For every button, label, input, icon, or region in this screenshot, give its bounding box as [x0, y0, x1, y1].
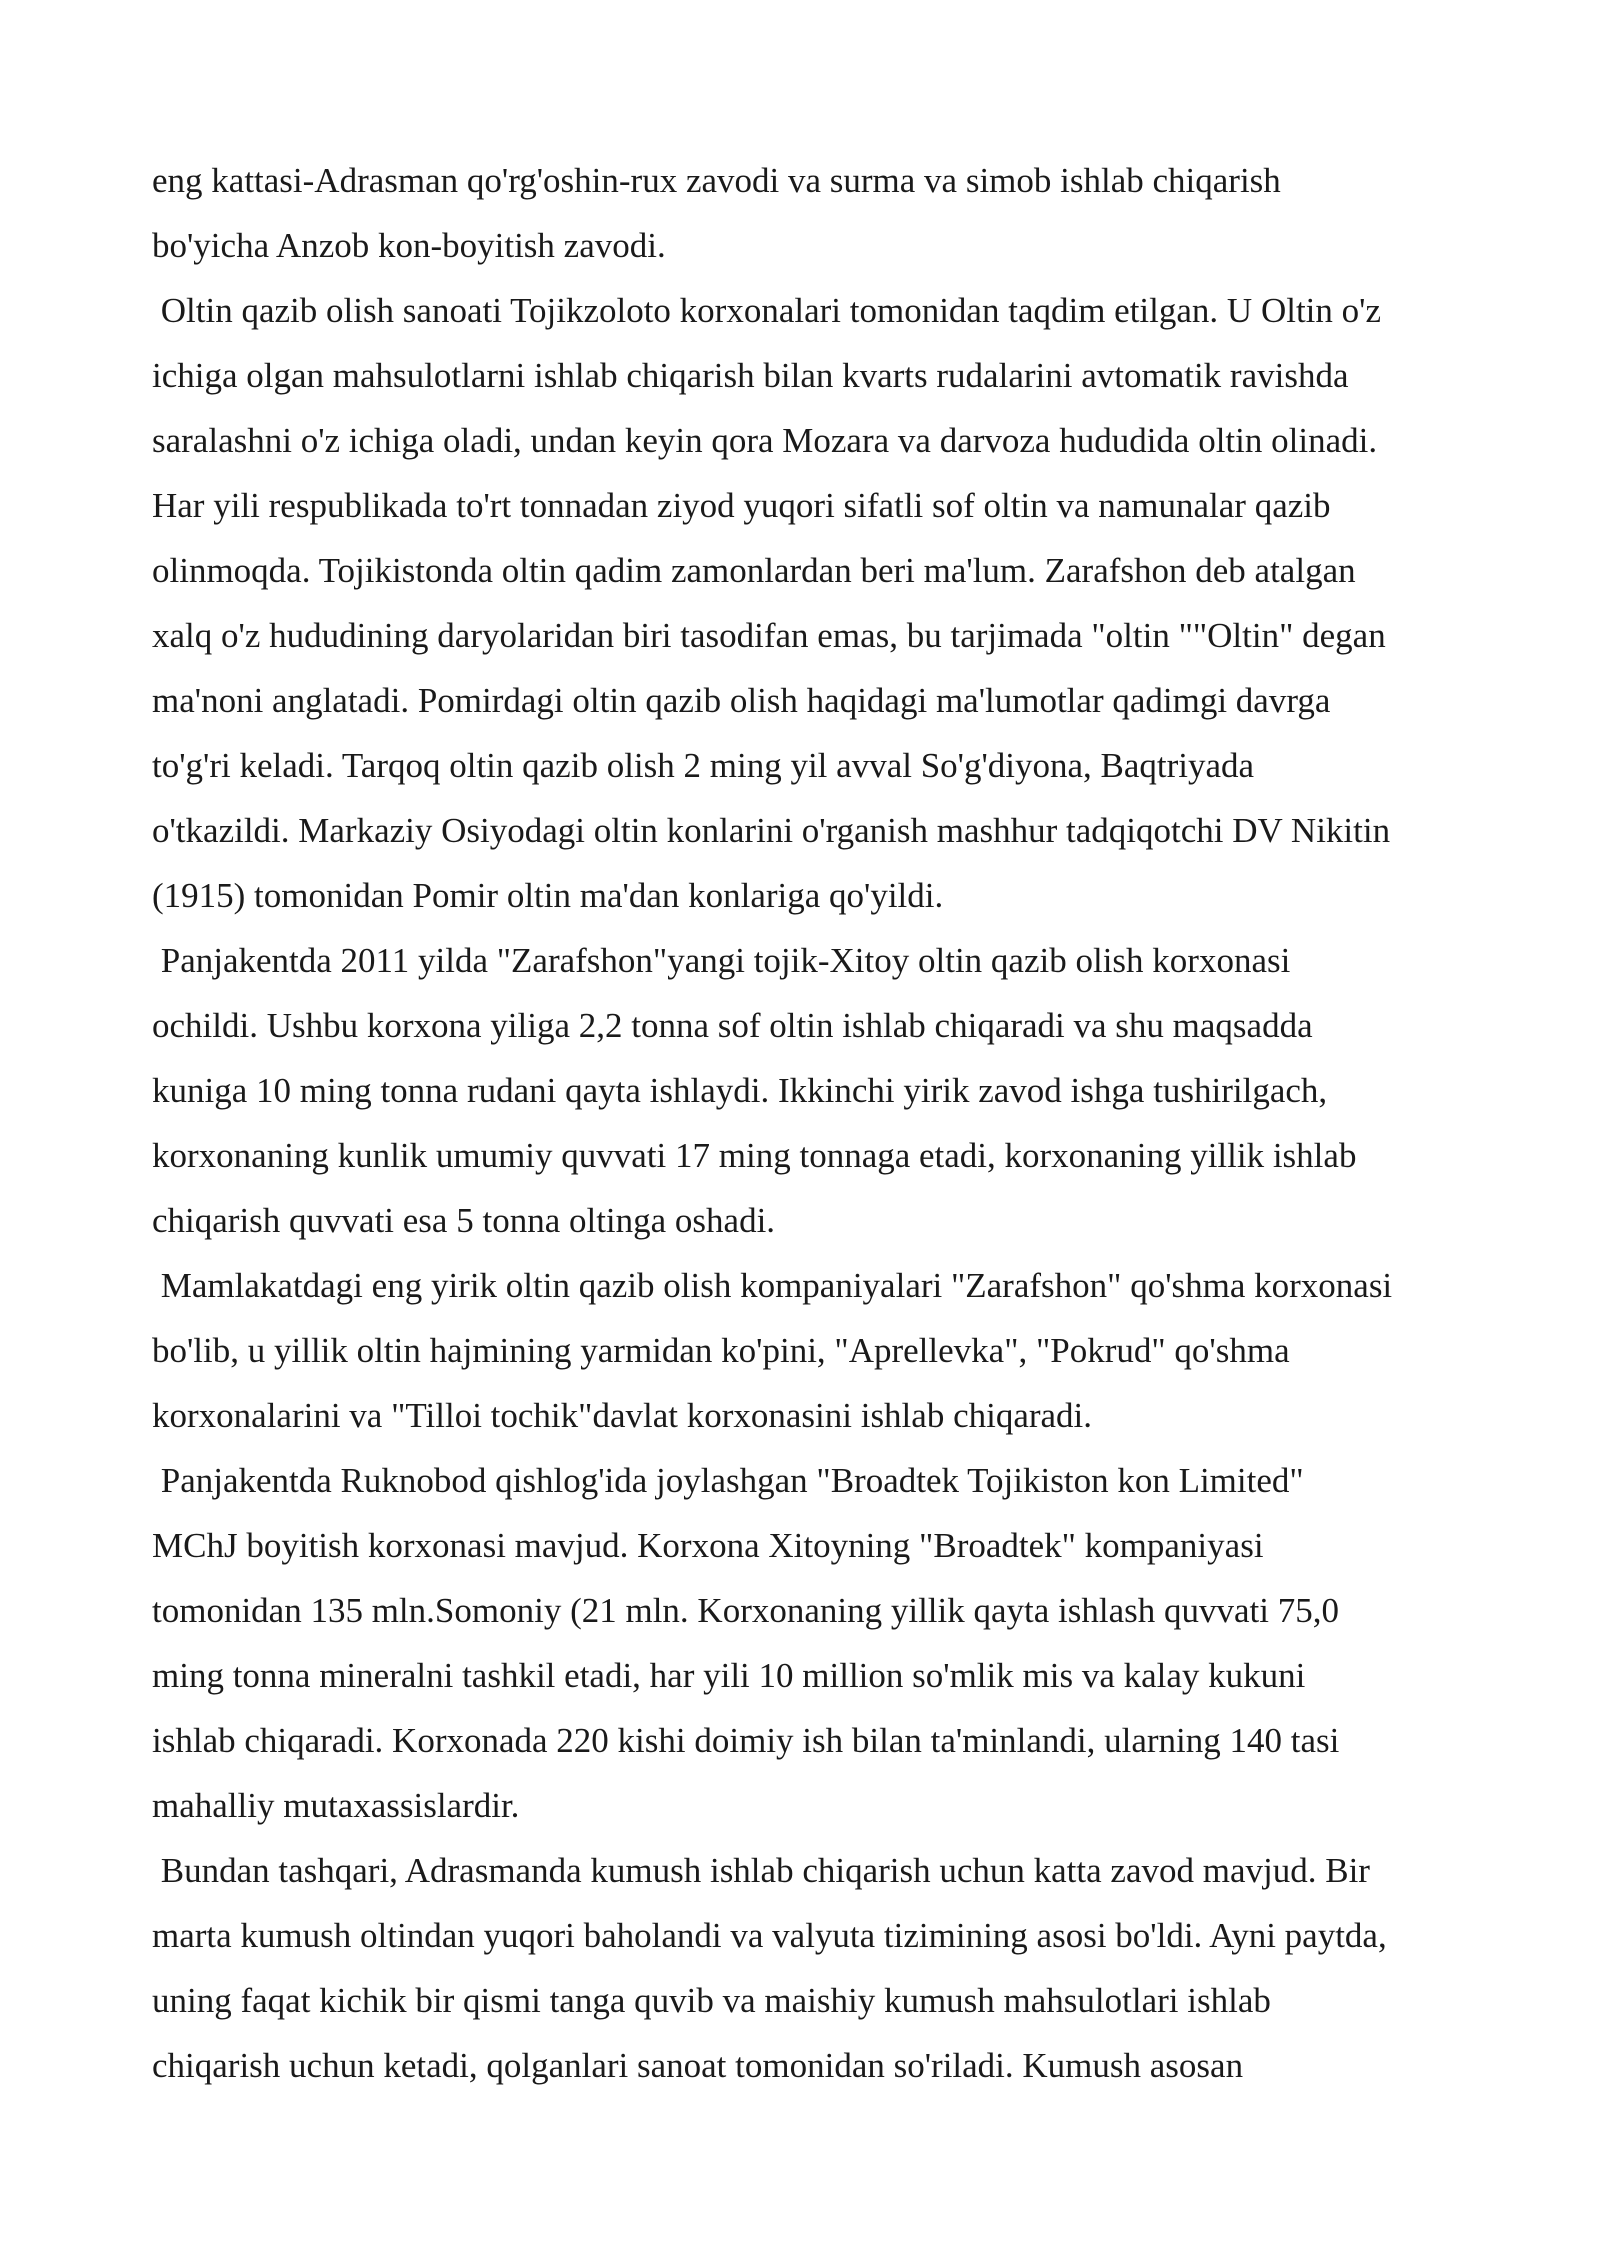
text-line: MChJ boyitish korxonasi mavjud. Korxona Xitoyning "Broadtek" kompaniyasi — [152, 1526, 1264, 1565]
text-line: olinmoqda. Tojikistonda oltin qadim zamonlardan beri ma'lum. Zarafshon deb atalgan — [152, 551, 1356, 590]
text-line: saralashni o'z ichiga oladi, undan keyin qora Mozara va darvoza hududida oltin olinadi. — [152, 421, 1378, 460]
text-line: uning faqat kichik bir qismi tanga quvib va maishiy kumush mahsulotlari ishlab — [152, 1981, 1271, 2020]
text-line: korxonaning kunlik umumiy quvvati 17 ming tonnaga etadi, korxonaning yillik ishlab — [152, 1136, 1357, 1175]
text-line: korxonalarini va "Tilloi tochik"davlat korxonasini ishlab chiqaradi. — [152, 1396, 1093, 1435]
text-line: bo'lib, u yillik oltin hajmining yarmidan ko'pini, "Aprellevka", "Pokrud" qo'shma — [152, 1331, 1290, 1370]
text-line: chiqarish uchun ketadi, qolganlari sanoat tomonidan so'riladi. Kumush asosan — [152, 2046, 1244, 2085]
text-line: ma'noni anglatadi. Pomirdagi oltin qazib olish haqidagi ma'lumotlar qadimgi davrga — [152, 681, 1331, 720]
text-line: to'g'ri keladi. Tarqoq oltin qazib olish 2 ming yil avval So'g'diyona, Baqtriyada — [152, 746, 1255, 785]
text-line: ishlab chiqaradi. Korxonada 220 kishi doimiy ish bilan ta'minlandi, ularning 140 tasi — [152, 1721, 1340, 1760]
text-line: (1915) tomonidan Pomir oltin ma'dan konlariga qo'yildi. — [152, 876, 944, 915]
body-text — [152, 148, 1492, 2098]
text-line: marta kumush oltindan yuqori baholandi va valyuta tizimining asosi bo'ldi. Ayni paytda, — [152, 1916, 1387, 1955]
text-line: Panjakentda 2011 yilda "Zarafshon"yangi tojik-Xitoy oltin qazib olish korxonasi — [152, 941, 1291, 980]
text-line: Oltin qazib olish sanoati Tojikzoloto korxonalari tomonidan taqdim etilgan. U Oltin o'z — [152, 291, 1381, 330]
text-line: ochildi. Ushbu korxona yiliga 2,2 tonna sof oltin ishlab chiqaradi va shu maqsadda — [152, 1006, 1313, 1045]
text-line: eng kattasi-Adrasman qo'rg'oshin-rux zavodi va surma va simob ishlab chiqarish — [152, 161, 1281, 200]
text-line: chiqarish quvvati esa 5 tonna oltinga oshadi. — [152, 1201, 776, 1240]
text-line: o'tkazildi. Markaziy Osiyodagi oltin konlarini o'rganish mashhur tadqiqotchi DV Nikitin — [152, 811, 1391, 850]
text-line: ichiga olgan mahsulotlarni ishlab chiqarish bilan kvarts rudalarini avtomatik ravishda — [152, 356, 1349, 395]
text-line: mahalliy mutaxassislardir. — [152, 1786, 520, 1825]
text-line: Har yili respublikada to'rt tonnadan ziyod yuqori sifatli sof oltin va namunalar qazib — [152, 486, 1331, 525]
text-line: Bundan tashqari, Adrasmanda kumush ishlab chiqarish uchun katta zavod mavjud. Bir — [152, 1851, 1370, 1890]
text-line: Mamlakatdagi eng yirik oltin qazib olish kompaniyalari "Zarafshon" qo'shma korxonasi — [152, 1266, 1393, 1305]
text-line: xalq o'z hududining daryolaridan biri tasodifan emas, bu tarjimada "oltin ""Oltin" degan — [152, 616, 1386, 655]
text-line: kuniga 10 ming tonna rudani qayta ishlaydi. Ikkinchi yirik zavod ishga tushirilgach, — [152, 1071, 1328, 1110]
text-line: Panjakentda Ruknobod qishlog'ida joylashgan "Broadtek Tojikiston kon Limited" — [152, 1461, 1304, 1500]
text-line: bo'yicha Anzob kon-boyitish zavodi. — [152, 226, 666, 265]
text-line: tomonidan 135 mln.Somoniy (21 mln. Korxonaning yillik qayta ishlash quvvati 75,0 — [152, 1591, 1340, 1630]
text-line: ming tonna mineralni tashkil etadi, har yili 10 million so'mlik mis va kalay kukuni — [152, 1656, 1306, 1695]
